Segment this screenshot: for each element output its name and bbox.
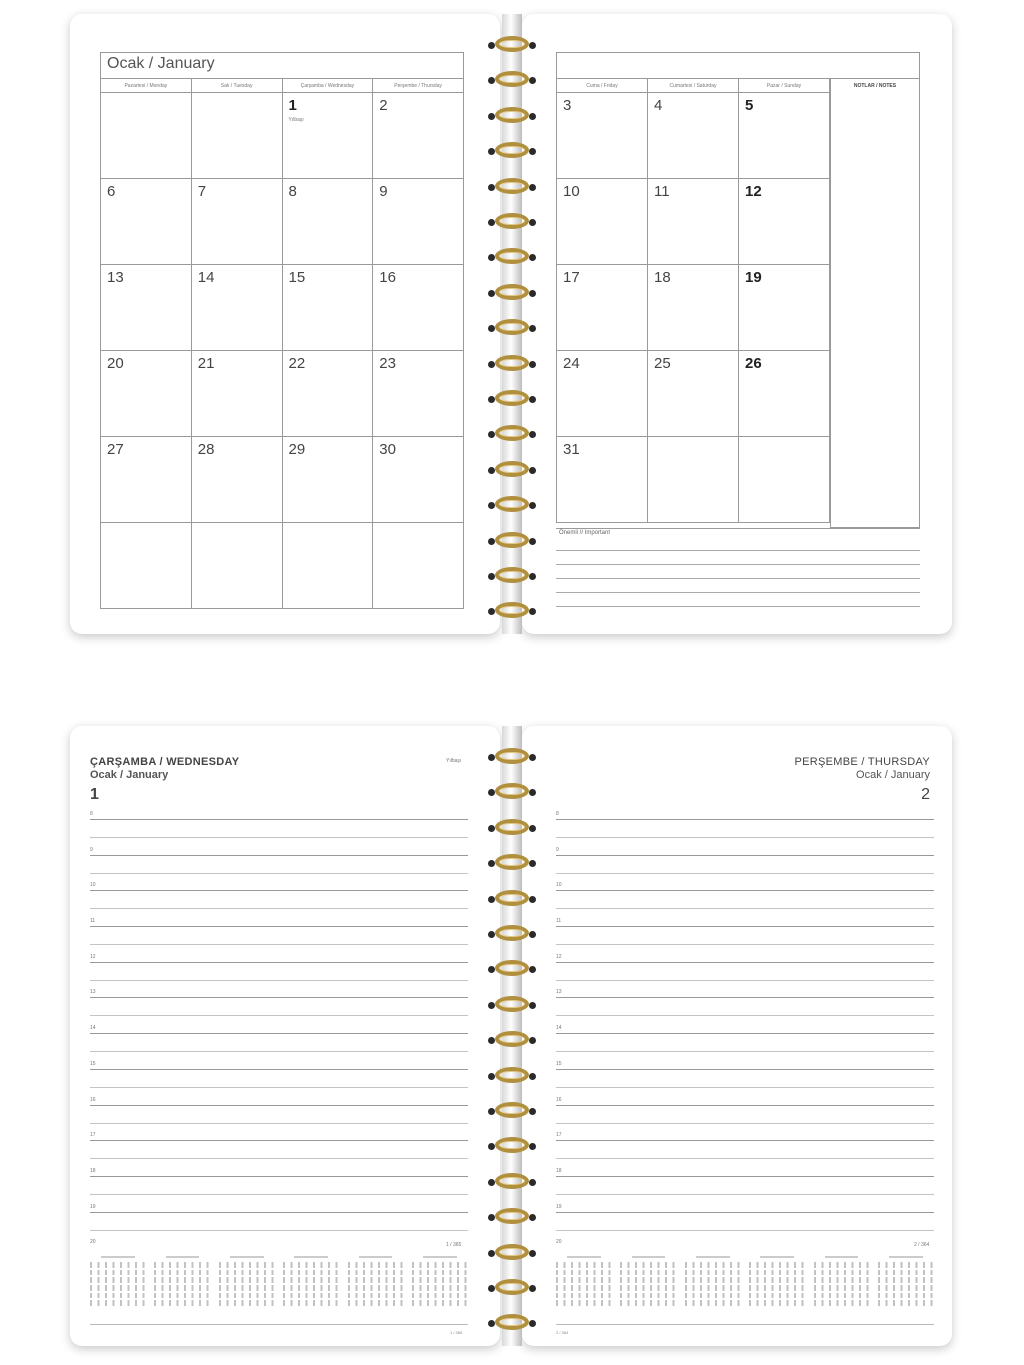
hour-row xyxy=(556,988,934,1024)
day-cell xyxy=(191,523,282,609)
spiral-ring xyxy=(495,355,529,371)
day-number: 20 xyxy=(107,355,124,372)
mini-month-calendar xyxy=(749,1256,805,1316)
hour-row xyxy=(556,1203,934,1239)
spiral-ring xyxy=(495,1173,529,1189)
hour-label: 12 xyxy=(556,953,562,960)
spiral-ring xyxy=(495,996,529,1012)
day-title: ÇARŞAMBA / WEDNESDAY xyxy=(90,756,240,768)
spiral-ring xyxy=(495,1067,529,1083)
hour-label: 9 xyxy=(90,846,93,853)
mini-month-calendar xyxy=(556,1256,612,1316)
month-grid-right xyxy=(556,78,830,523)
day-cell xyxy=(373,265,464,351)
day-number: 18 xyxy=(654,269,671,286)
holiday-label: Yılbaşı xyxy=(446,758,462,764)
day-number: 6 xyxy=(107,183,116,200)
spiral-ring xyxy=(495,390,529,406)
hour-row xyxy=(556,1024,934,1060)
mini-calendars xyxy=(90,1256,468,1316)
day-number: 5 xyxy=(745,97,754,114)
day-cell xyxy=(557,437,648,523)
day-cell xyxy=(101,351,192,437)
important-section xyxy=(556,528,920,614)
hour-row xyxy=(556,846,934,882)
hour-row xyxy=(556,881,934,917)
hour-label: 20 xyxy=(556,1239,562,1246)
day-cell xyxy=(739,351,830,437)
weekday-header: Pazartesi / Monday xyxy=(101,79,192,93)
hour-row xyxy=(90,988,468,1024)
spiral-ring xyxy=(495,71,529,87)
spiral-ring xyxy=(495,602,529,618)
day-cell xyxy=(739,437,830,523)
day-cell xyxy=(101,265,192,351)
spiral-ring xyxy=(495,925,529,941)
hour-row xyxy=(90,1167,468,1203)
hour-label: 20 xyxy=(90,1239,96,1246)
hour-row xyxy=(556,1167,934,1203)
day-number: 14 xyxy=(197,269,215,286)
spiral-binding xyxy=(490,726,534,1346)
day-number: 26 xyxy=(745,355,762,372)
month-right-page xyxy=(522,14,952,634)
day-cell xyxy=(191,351,282,437)
spiral-ring xyxy=(495,461,529,477)
spiral-ring xyxy=(495,783,529,799)
mini-month-calendar xyxy=(814,1256,870,1316)
day-cell xyxy=(373,93,464,179)
spiral-ring xyxy=(495,1102,529,1118)
hour-label: 16 xyxy=(556,1096,562,1103)
day-cell xyxy=(191,179,282,265)
spiral-ring xyxy=(495,178,529,194)
mini-month-calendar xyxy=(412,1256,468,1316)
hour-label: 11 xyxy=(556,918,562,925)
spiral-ring xyxy=(495,960,529,976)
mini-month-calendar xyxy=(620,1256,676,1316)
day-number: 27 xyxy=(107,441,124,458)
daily-left-page xyxy=(70,726,500,1346)
day-cell xyxy=(282,93,373,179)
day-number: 19 xyxy=(745,269,762,286)
day-cell xyxy=(282,523,373,609)
hour-row xyxy=(556,953,934,989)
spiral-ring xyxy=(495,319,529,335)
hour-row xyxy=(556,1096,934,1132)
day-number: 4 xyxy=(654,97,663,114)
hour-label: 11 xyxy=(90,918,96,925)
day-cell xyxy=(648,265,739,351)
day-number: 12 xyxy=(745,183,762,200)
day-number: 23 xyxy=(379,355,396,372)
notes-column xyxy=(830,78,920,528)
mini-month-calendar xyxy=(685,1256,741,1316)
hour-lines xyxy=(556,810,934,1274)
mini-calendars xyxy=(556,1256,934,1316)
mini-month-calendar xyxy=(154,1256,210,1316)
day-cell xyxy=(648,351,739,437)
day-cell xyxy=(282,437,373,523)
day-number: 21 xyxy=(197,355,215,372)
mini-month-calendar xyxy=(283,1256,339,1316)
day-number: 13 xyxy=(107,269,124,286)
hour-row xyxy=(90,1203,468,1239)
day-number: 25 xyxy=(654,355,671,372)
spiral-ring xyxy=(495,1244,529,1260)
month-left-page xyxy=(70,14,500,634)
day-cell xyxy=(373,351,464,437)
weekday-header: Pazar / Sunday xyxy=(739,79,830,93)
hour-label: 13 xyxy=(556,989,562,996)
hour-row xyxy=(90,881,468,917)
spiral-ring xyxy=(495,1137,529,1153)
right-header-bar xyxy=(556,52,920,78)
day-cell xyxy=(282,351,373,437)
day-number: 8 xyxy=(288,183,297,200)
day-title: PERŞEMBE / THURSDAY xyxy=(794,756,930,768)
day-cell xyxy=(648,437,739,523)
hour-row xyxy=(90,810,468,846)
spiral-ring xyxy=(495,1314,529,1330)
spiral-ring xyxy=(495,496,529,512)
hour-row xyxy=(90,953,468,989)
weekday-header: Salı / Tuesday xyxy=(191,79,282,93)
day-cell xyxy=(191,437,282,523)
day-number: 29 xyxy=(288,441,306,458)
spiral-ring xyxy=(495,854,529,870)
day-cell xyxy=(648,93,739,179)
hour-row xyxy=(90,846,468,882)
day-cell xyxy=(739,93,830,179)
day-number: 24 xyxy=(563,355,580,372)
day-cell xyxy=(282,265,373,351)
day-number: 2 xyxy=(379,97,388,114)
spiral-ring xyxy=(495,748,529,764)
hour-label: 12 xyxy=(90,953,96,960)
hour-label: 14 xyxy=(90,1025,96,1032)
hour-label: 15 xyxy=(556,1060,562,1067)
day-cell xyxy=(557,93,648,179)
month-grid-left xyxy=(100,78,464,609)
spiral-ring xyxy=(495,532,529,548)
day-cell xyxy=(191,265,282,351)
weekday-header: Cuma / Friday xyxy=(557,79,648,93)
important-label: Önemli // Important xyxy=(556,528,920,537)
day-number: 1 xyxy=(90,786,99,803)
day-number: 17 xyxy=(563,269,580,286)
hour-row xyxy=(90,1131,468,1167)
day-cell xyxy=(648,179,739,265)
day-month: Ocak / January xyxy=(90,769,169,781)
day-cell xyxy=(373,437,464,523)
day-cell xyxy=(101,93,192,179)
weekday-header: Perşembe / Thursday xyxy=(373,79,464,93)
mini-month-calendar xyxy=(219,1256,275,1316)
hour-label: 13 xyxy=(90,989,96,996)
hour-label: 8 xyxy=(90,811,93,817)
spiral-ring xyxy=(495,36,529,52)
spiral-ring xyxy=(495,567,529,583)
day-number: 28 xyxy=(197,441,215,458)
day-cell xyxy=(101,179,192,265)
spiral-ring xyxy=(495,142,529,158)
day-number: 30 xyxy=(379,441,396,458)
day-number: 2 xyxy=(921,786,930,803)
spiral-ring xyxy=(495,1208,529,1224)
daily-planner-spread xyxy=(70,726,952,1346)
footer-note: 2 / 364 xyxy=(556,1330,569,1335)
hour-label: 19 xyxy=(556,1203,562,1210)
hour-label: 10 xyxy=(556,882,562,889)
hour-label: 17 xyxy=(556,1132,562,1139)
day-cell xyxy=(191,93,282,179)
spiral-ring xyxy=(495,890,529,906)
hour-label: 14 xyxy=(556,1025,562,1032)
day-number: 15 xyxy=(288,269,306,286)
day-cell xyxy=(557,265,648,351)
monthly-planner-spread xyxy=(70,14,952,634)
day-cell xyxy=(282,179,373,265)
day-cell xyxy=(557,179,648,265)
hour-label: 8 xyxy=(556,811,559,817)
day-number: 31 xyxy=(563,441,580,458)
day-cell xyxy=(373,523,464,609)
spiral-ring xyxy=(495,107,529,123)
day-counter: 2 / 364 xyxy=(914,1242,930,1248)
day-counter: 1 / 365 xyxy=(446,1242,462,1248)
mini-month-calendar xyxy=(348,1256,404,1316)
day-number: 11 xyxy=(654,183,670,200)
weekday-header: Cumartesi / Saturday xyxy=(648,79,739,93)
spiral-ring xyxy=(495,284,529,300)
day-cell xyxy=(739,265,830,351)
day-cell xyxy=(739,179,830,265)
month-title: Ocak / January xyxy=(100,52,464,78)
spiral-binding xyxy=(490,14,534,634)
daily-right-page xyxy=(522,726,952,1346)
day-number: 1 xyxy=(288,97,297,114)
hour-row xyxy=(556,1131,934,1167)
hour-row xyxy=(556,810,934,846)
day-number: 22 xyxy=(288,355,306,372)
hour-row xyxy=(556,1060,934,1096)
day-cell xyxy=(101,437,192,523)
notes-label: NOTLAR / NOTES xyxy=(853,83,897,89)
mini-month-calendar xyxy=(90,1256,146,1316)
hour-label: 18 xyxy=(90,1167,96,1174)
weekday-header: Çarşamba / Wednesday xyxy=(282,79,373,93)
hour-label: 15 xyxy=(90,1060,96,1067)
day-number: 7 xyxy=(197,183,207,200)
hour-label: 17 xyxy=(90,1132,96,1139)
spiral-ring xyxy=(495,1279,529,1295)
hour-row xyxy=(556,917,934,953)
hour-label: 9 xyxy=(556,846,559,853)
day-month: Ocak / January xyxy=(856,769,930,781)
spiral-ring xyxy=(495,213,529,229)
holiday-label: Yılbaşı xyxy=(288,117,304,123)
day-number: 16 xyxy=(379,269,396,286)
spiral-ring xyxy=(495,425,529,441)
day-cell xyxy=(101,523,192,609)
hour-row xyxy=(90,1060,468,1096)
day-cell xyxy=(557,351,648,437)
footer-note: 1 / 365 xyxy=(450,1330,463,1335)
day-number: 3 xyxy=(563,97,572,114)
hour-row xyxy=(90,1024,468,1060)
spiral-ring xyxy=(495,1031,529,1047)
hour-lines xyxy=(90,810,468,1274)
hour-row xyxy=(90,1096,468,1132)
hour-label: 16 xyxy=(90,1096,96,1103)
day-number: 9 xyxy=(379,183,388,200)
day-cell xyxy=(373,179,464,265)
mini-month-calendar xyxy=(878,1256,934,1316)
hour-row xyxy=(90,917,468,953)
day-number: 10 xyxy=(563,183,580,200)
hour-label: 10 xyxy=(90,882,96,889)
hour-label: 18 xyxy=(556,1167,562,1174)
spiral-ring xyxy=(495,819,529,835)
hour-label: 19 xyxy=(90,1203,96,1210)
spiral-ring xyxy=(495,248,529,264)
